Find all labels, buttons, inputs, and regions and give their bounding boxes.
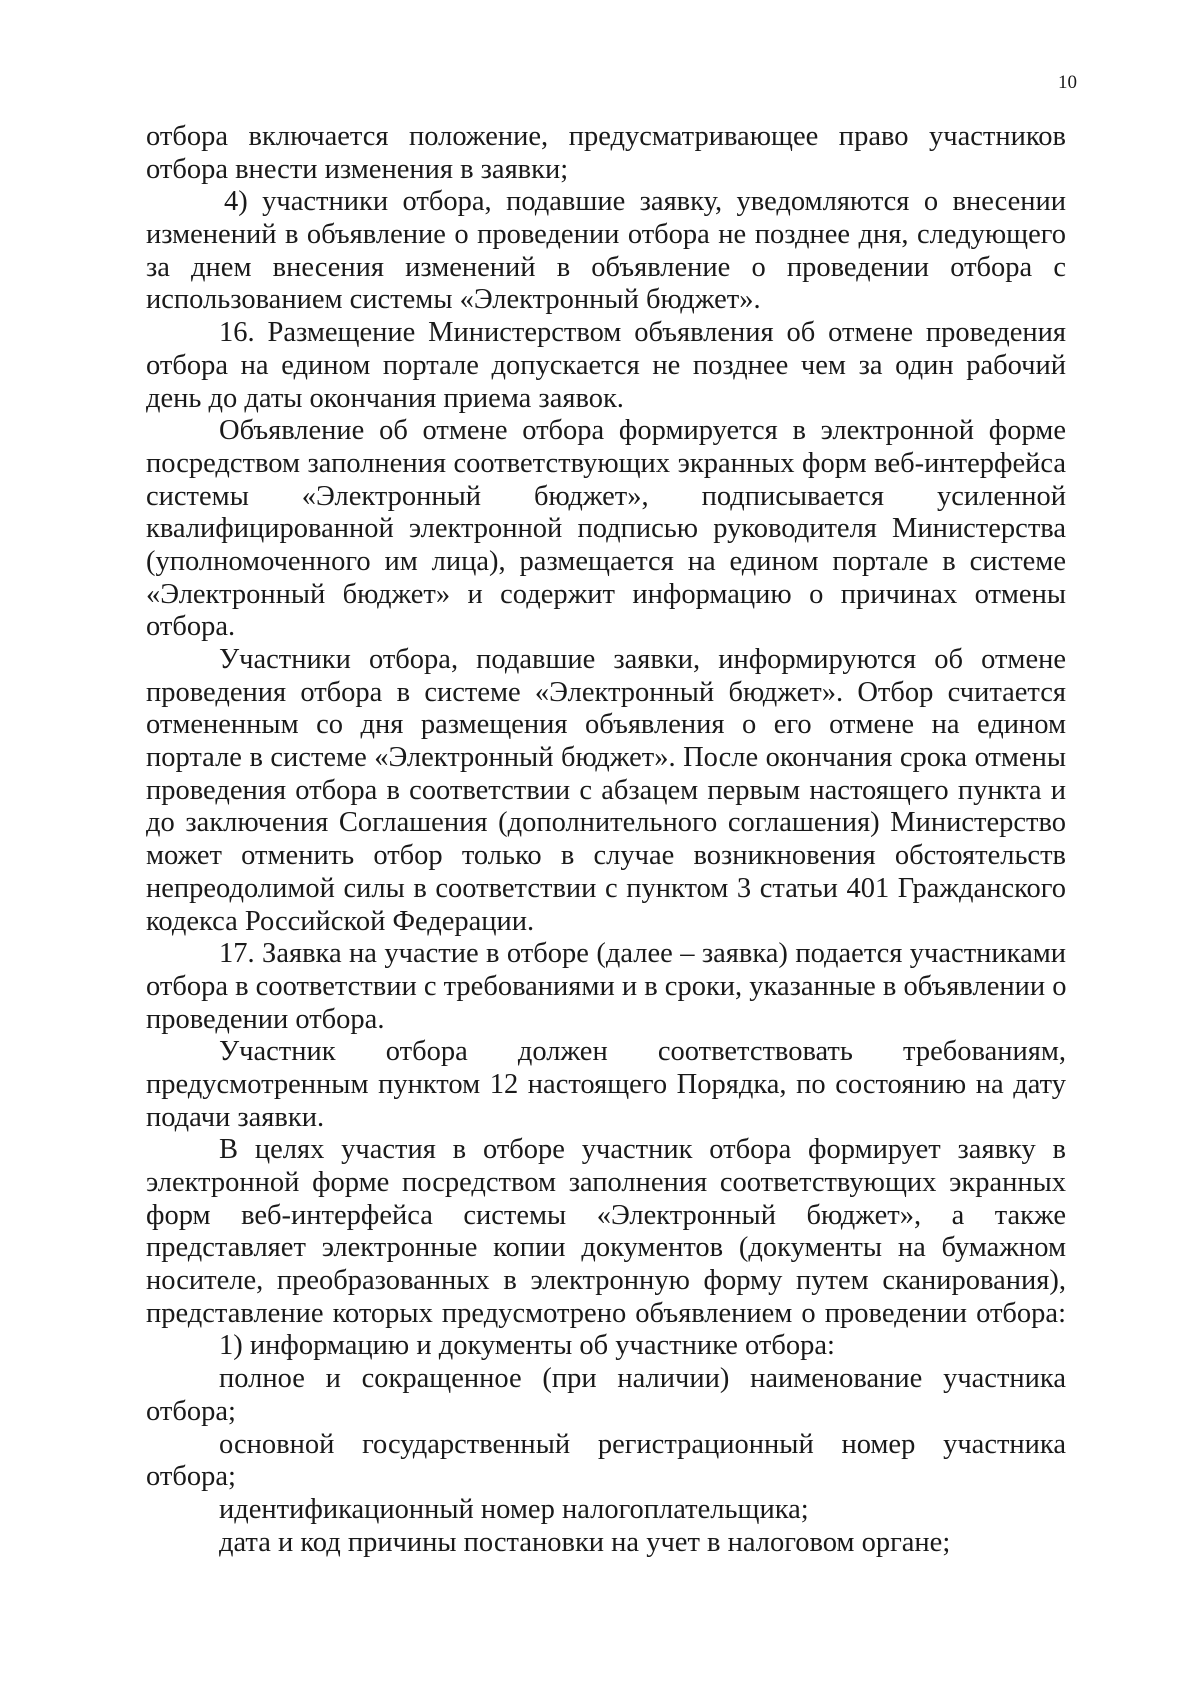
page-number: 10 <box>1058 72 1077 93</box>
text-line: представление которых предусмотрено объявлением о проведении отбора: <box>146 1297 1066 1329</box>
text-line: проведения отбора в соответствии с абзацем первым настоящего пункта и <box>146 774 1066 806</box>
text-line: 4) участники отбора, подавшие заявку, уведомляются о внесении <box>224 186 1066 218</box>
text-line: квалифицированной электронной подписью руководителя Министерства <box>146 513 1066 545</box>
text-line: системы «Электронный бюджет», подписывается усиленной <box>146 480 1066 512</box>
text-line: до заключения Соглашения (дополнительного соглашения) Министерство <box>146 807 1066 839</box>
text-line: идентификационный номер налогоплательщика; <box>219 1493 809 1525</box>
text-line: отбора включается положение, предусматривающее право участников <box>146 121 1066 152</box>
text-line: Объявление об отмене отбора формируется в электронной форме <box>219 415 1066 447</box>
text-line: подачи заявки. <box>146 1101 325 1133</box>
text-line: 17. Заявка на участие в отборе (далее – заявка) подается участниками <box>219 938 1066 970</box>
text-line: В целях участия в отборе участник отбора формирует заявку в <box>219 1134 1066 1166</box>
text-line: использованием системы «Электронный бюджет». <box>146 284 761 316</box>
text-line: проведении отбора. <box>146 1003 385 1035</box>
text-line: дата и код причины постановки на учет в налоговом органе; <box>219 1526 951 1558</box>
text-line: основной государственный регистрационный номер участника <box>219 1428 1066 1460</box>
text-line: отмененным со дня размещения объявления о его отмене на едином <box>146 709 1066 741</box>
text-line: за днем внесения изменений в объявление о проведении отбора с <box>146 251 1066 283</box>
text-line: день до даты окончания приема заявок. <box>146 382 624 414</box>
text-line: изменений в объявление о проведении отбора не позднее дня, следующего <box>146 219 1066 251</box>
text-line: отбора. <box>146 611 236 643</box>
text-line: носителе, преобразованных в электронную форму путем сканирования), <box>146 1265 1066 1297</box>
text-line: проведения отбора в системе «Электронный бюджет». Отбор считается <box>146 676 1066 708</box>
text-line: отбора внести изменения в заявки; <box>146 153 569 185</box>
text-line: «Электронный бюджет» и содержит информацию о причинах отмены <box>146 578 1066 610</box>
text-line: представляет электронные копии документов (документы на бумажном <box>146 1232 1066 1264</box>
text-line: непреодолимой силы в соответствии с пунктом 3 статьи 401 Гражданского <box>146 872 1066 904</box>
text-line: Участники отбора, подавшие заявки, информируются об отмене <box>219 644 1066 675</box>
text-line: предусмотренным пунктом 12 настоящего Порядка, по состоянию на дату <box>146 1068 1066 1100</box>
text-line: кодекса Российской Федерации. <box>146 905 535 937</box>
text-line: может отменить отбор только в случае возникновения обстоятельств <box>146 840 1066 872</box>
text-line: посредством заполнения соответствующих экранных форм веб-интерфейса <box>146 447 1066 479</box>
text-line: 1) информацию и документы об участнике отбора: <box>219 1330 835 1362</box>
text-line: 16. Размещение Министерством объявления об отмене проведения <box>219 317 1066 349</box>
text-line: Участник отбора должен соответствовать требованиям, <box>219 1036 1066 1068</box>
text-line: отбора на едином портале допускается не позднее чем за один рабочий <box>146 349 1066 381</box>
text-line: (уполномоченного им лица), размещается на едином портале в системе <box>146 545 1066 577</box>
text-line: форм веб-интерфейса системы «Электронный бюджет», а также <box>146 1199 1066 1231</box>
text-line: отбора в соответствии с требованиями и в сроки, указанные в объявлении о <box>146 970 1066 1002</box>
text-line: полное и сокращенное (при наличии) наименование участника <box>219 1363 1066 1395</box>
document-body <box>146 121 1066 1559</box>
text-line: отбора; <box>146 1395 236 1427</box>
text-line: электронной форме посредством заполнения соответствующих экранных <box>146 1167 1066 1198</box>
text-line: отбора; <box>146 1461 236 1493</box>
text-line: портале в системе «Электронный бюджет». После окончания срока отмены <box>146 742 1066 774</box>
